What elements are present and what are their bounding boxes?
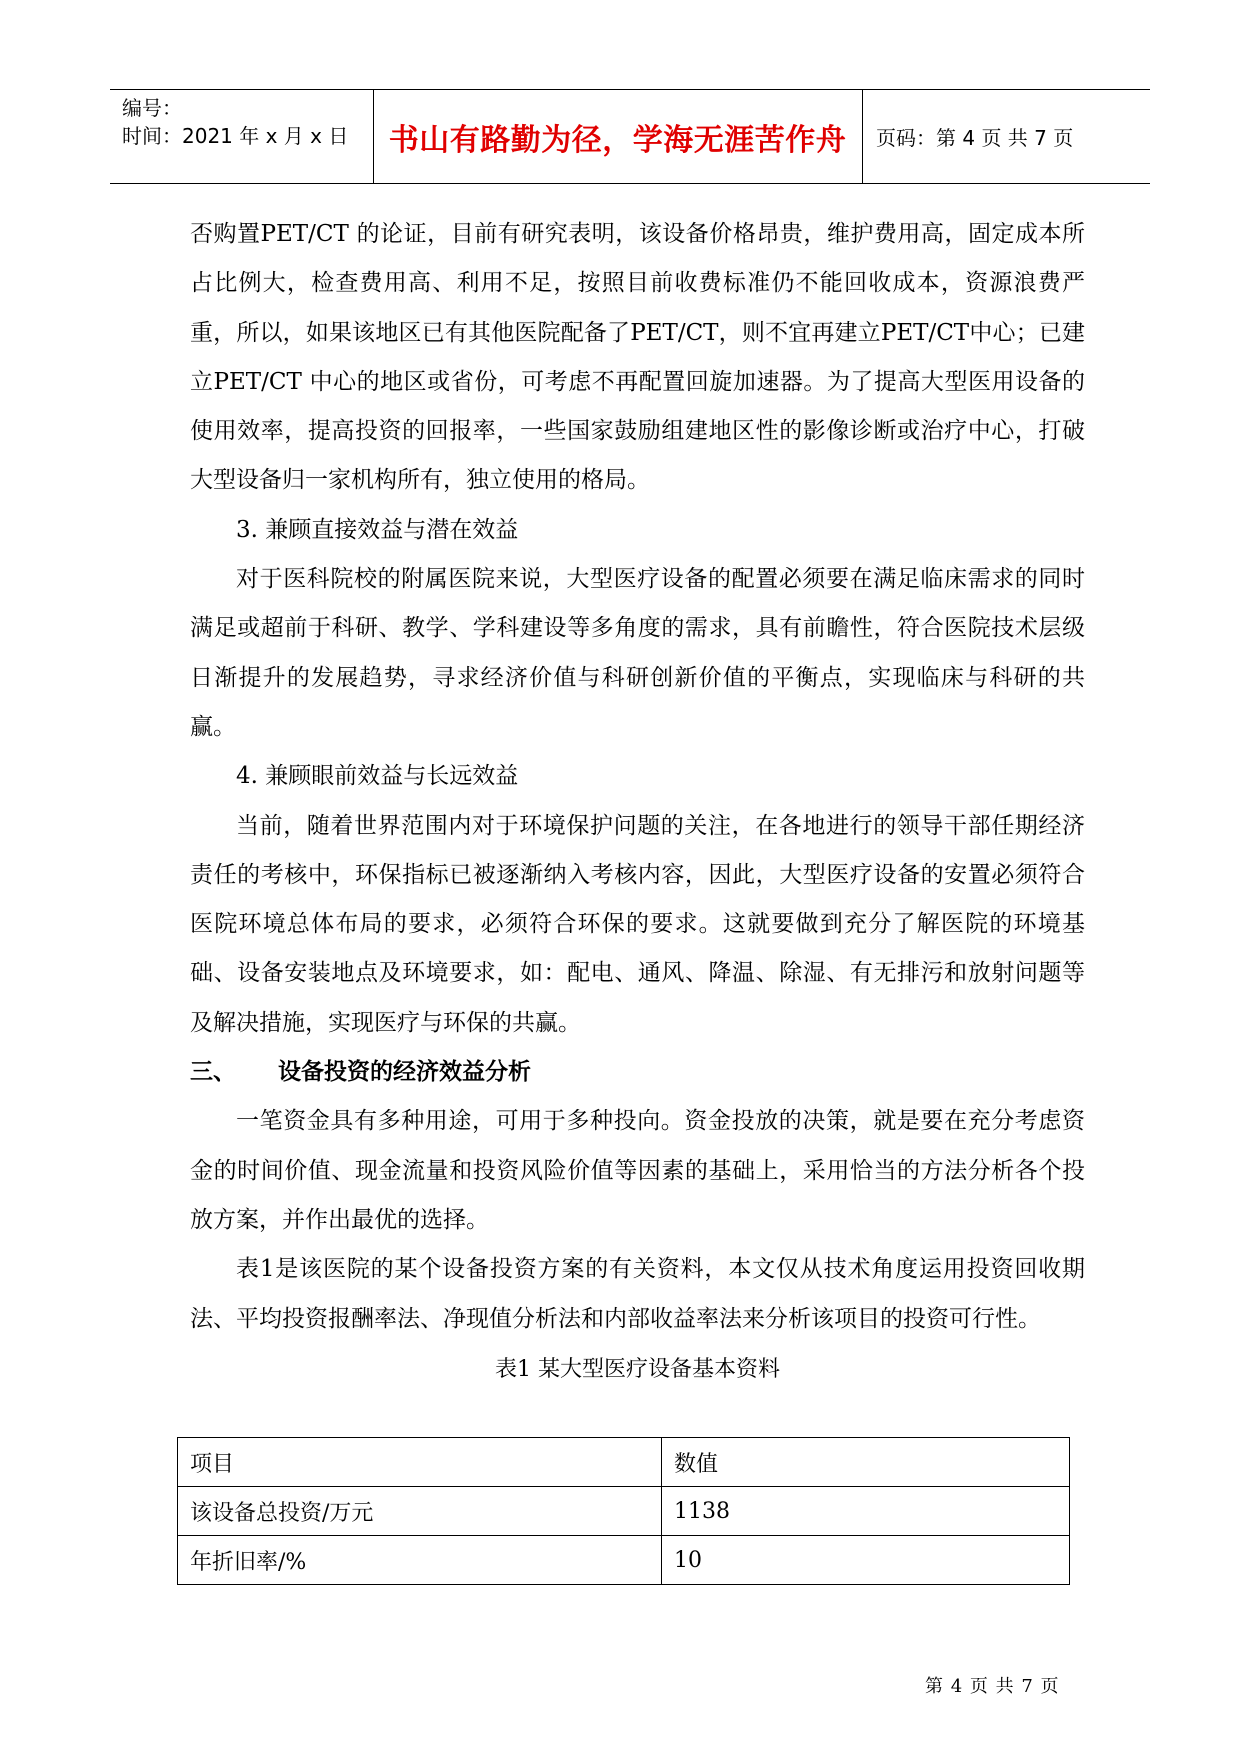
header-page-info: 页码：第 4 页 共 7 页: [876, 126, 1074, 150]
table-cell: 1138: [662, 1487, 1070, 1536]
section-title: 设备投资的经济效益分析: [278, 1059, 531, 1086]
table-cell: 年折旧率/%: [178, 1536, 662, 1585]
page-footer: 第 4 页 共 7 页: [925, 1676, 1060, 1697]
subheading: 3. 兼顾直接效益与潜在效益: [236, 516, 519, 543]
table-row: [178, 1487, 1070, 1536]
document-body: [190, 210, 1085, 1392]
table-caption: 表1 某大型医疗设备基本资料: [495, 1356, 780, 1382]
page-header: [110, 89, 1150, 184]
paragraph: 否购置PET/CT 的论证，目前有研究表明，该设备价格昂贵，维护费用高，固定成本所占比例大，检查费用高、利用不足，按照目前收费标准仍不能回收成本，资源浪费严重，所以，如果该地区已有其他医院配备了PET/CT，则不宜再建立PET/CT中心；已建立PET/CT 中心的地区或省份，可考虑不再配置回旋加速器。为了提高大型医用设备的使用效率，提高投资的回报率，一些国家鼓励组建地区性的影像诊断或治疗中心，打破大型设备归一家机构所有，独立使用的格局。: [190, 221, 1085, 494]
header-meta: [122, 94, 348, 150]
paragraph: 表1是该医院的某个设备投资方案的有关资料，本文仅从技术角度运用投资回收期法、平均投资报酬率法、净现值分析法和内部收益率法来分析该项目的投资可行性。: [190, 1256, 1085, 1332]
doc-date: 时间：2021 年 x 月 x 日: [122, 124, 349, 148]
paragraph: 对于医科院校的附属医院来说，大型医疗设备的配置必须要在满足临床需求的同时满足或超前于科研、教学、学科建设等多角度的需求，具有前瞻性，符合医院技术层级日渐提升的发展趋势，寻求经济价值与科研创新价值的平衡点，实现临床与科研的共赢。: [190, 566, 1085, 740]
paragraph: 一笔资金具有多种用途，可用于多种投向。资金投放的决策，就是要在充分考虑资金的时间价值、现金流量和投资风险价值等因素的基础上，采用恰当的方法分析各个投放方案，并作出最优的选择。: [190, 1108, 1085, 1233]
table-header-row: [178, 1438, 1070, 1487]
data-table: [177, 1437, 1070, 1585]
header-divider: [862, 90, 863, 183]
header-motto: 书山有路勤为径，学海无涯苦作舟: [388, 122, 847, 158]
section-heading: [190, 1048, 1085, 1097]
paragraph: 当前，随着世界范围内对于环境保护问题的关注，在各地进行的领导干部任期经济责任的考核中，环保指标已被逐渐纳入考核内容，因此，大型医疗设备的安置必须符合医院环境总体布局的要求，必须符合环保的要求。这就要做到充分了解医院的环境基础、设备安装地点及环境要求，如：配电、通风、降温、除湿、有无排污和放射问题等及解决措施，实现医疗与环保的共赢。: [190, 812, 1085, 1036]
doc-number-label: 编号：: [122, 96, 182, 120]
table-cell: 数值: [662, 1438, 1070, 1487]
table-cell: 该设备总投资/万元: [178, 1487, 662, 1536]
table-cell: 10: [662, 1536, 1070, 1585]
table-cell: 项目: [178, 1438, 662, 1487]
table-row: [178, 1536, 1070, 1585]
subheading: 4. 兼顾眼前效益与长远效益: [236, 763, 519, 790]
section-number: 三、: [190, 1059, 236, 1086]
